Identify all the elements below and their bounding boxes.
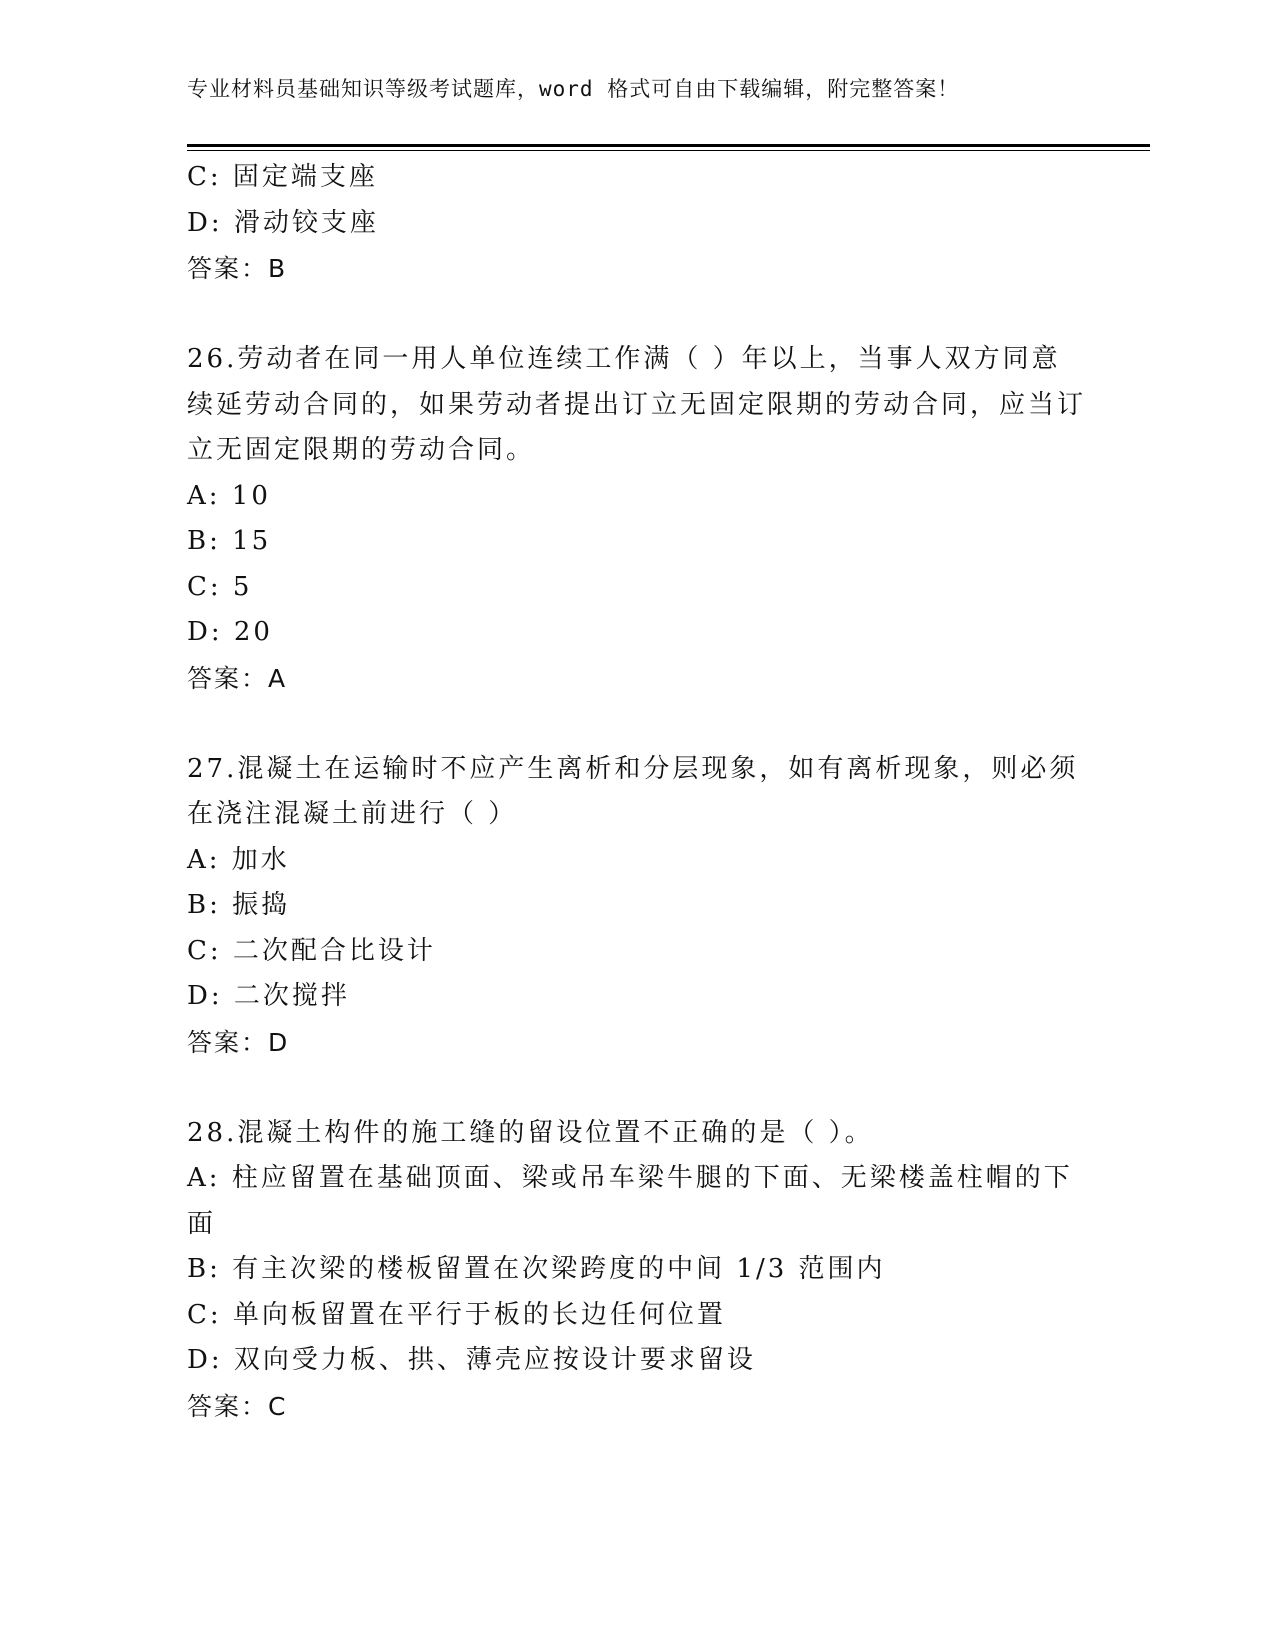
option-c: C: 二次配合比设计	[187, 935, 436, 966]
option-b: B: 振捣	[187, 890, 291, 920]
question-stem: 27.混凝土在运输时不应产生离析和分层现象，如有离析现象，则必须在浇注混凝土前进行（ ）	[187, 753, 1079, 829]
spacer	[187, 701, 1087, 747]
option-c: C: 固定端支座	[187, 162, 378, 192]
question-stem: 28.混凝土构件的施工缝的留设位置不正确的是（ ）。	[187, 1117, 874, 1148]
question-block-27	[187, 747, 1087, 1066]
page-header: 专业材料员基础知识等级考试题库，word 格式可自由下载编辑，附完整答案！	[187, 77, 960, 101]
answer-label: 答案：B	[187, 254, 288, 283]
spacer	[187, 292, 1087, 338]
option-a: A: 加水	[187, 844, 290, 875]
header-rule-thick	[187, 144, 1150, 147]
option-d: D: 20	[187, 617, 273, 647]
option-c: C: 单向板留置在平行于板的长边任何位置	[187, 1299, 726, 1330]
option-d: D: 双向受力板、拱、薄壳应按设计要求留设	[187, 1345, 756, 1375]
question-stem: 26.劳动者在同一用人单位连续工作满（ ）年以上，当事人双方同意续延劳动合同的，如果劳动者提出订立无固定限期的劳动合同，应当订立无固定限期的劳动合同。	[187, 344, 1087, 465]
option-d: D: 二次搅拌	[187, 981, 350, 1011]
option-c: C: 5	[187, 571, 253, 602]
answer-label: 答案：D	[187, 1027, 290, 1057]
option-b: B: 15	[187, 526, 272, 556]
answer-label: 答案：C	[187, 1391, 288, 1421]
spacer	[187, 1065, 1087, 1111]
option-b: B: 有主次梁的楼板留置在次梁跨度的中间 1/3 范围内	[187, 1254, 886, 1284]
option-d: D: 滑动铰支座	[187, 207, 379, 238]
answer-label: 答案：A	[187, 663, 288, 693]
option-a: A: 10	[187, 480, 271, 511]
header-rule-thin	[187, 150, 1150, 151]
document-body	[187, 155, 1087, 1429]
question-block-28	[187, 1111, 1087, 1430]
option-a: A: 柱应留置在基础顶面、梁或吊车梁牛腿的下面、无梁楼盖柱帽的下面	[187, 1163, 1073, 1239]
question-block-26	[187, 337, 1087, 701]
question-block-25	[187, 155, 1087, 292]
